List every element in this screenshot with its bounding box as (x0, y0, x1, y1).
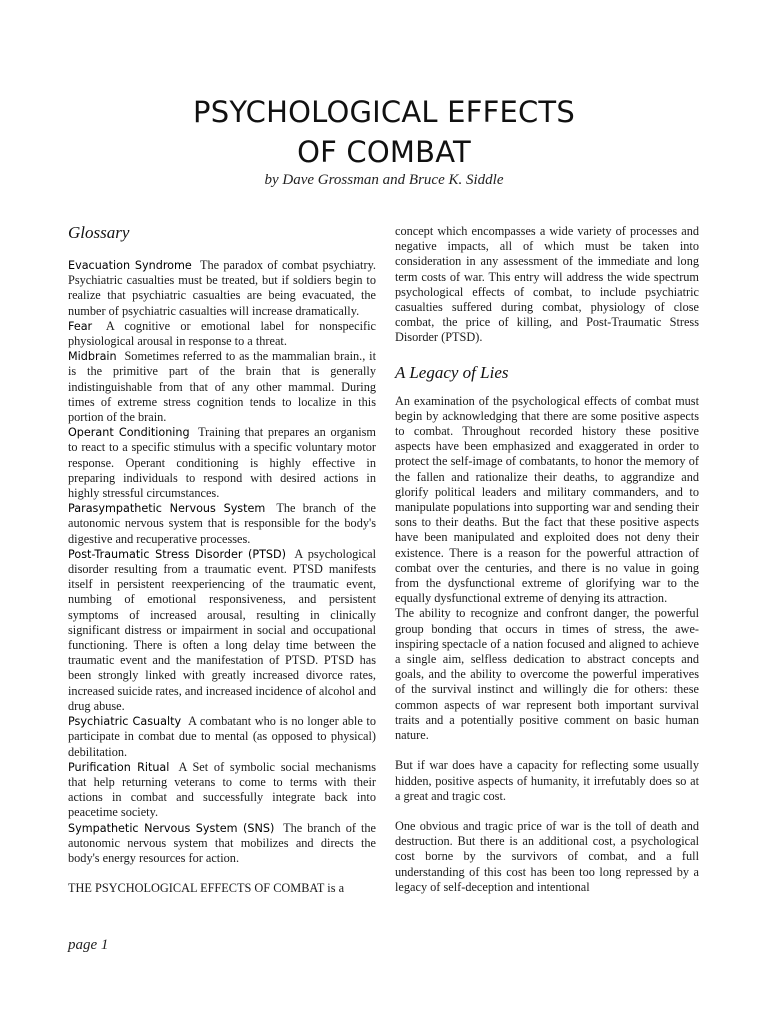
glossary-term: Fear (68, 319, 93, 333)
glossary-definition: Training that prepares an organism to react to a specific stimulus with a specific voluntary motor response. Operant conditioning is highly effective in preparing individuals to respond with desired actions in highly stressful circumstances. (68, 425, 376, 501)
glossary-entry-fear (68, 319, 376, 349)
glossary-term: Post-Traumatic Stress Disorder (PTSD) (68, 547, 287, 561)
glossary-definition: Sometimes referred to as the mammalian brain., it is the primitive part of the brain that is generally indistinguishable from that of any other mammal. During times of extreme stress cognition tends to localize in this portion of the brain. (68, 349, 377, 425)
glossary-entry-ptsd (68, 547, 376, 714)
glossary-definition: The branch of the autonomic nervous system that is responsible for the body's digestive and recuperative processes. (68, 501, 376, 546)
glossary-term: Purification Ritual (68, 760, 170, 774)
glossary-entry-evacuation-syndrome (68, 258, 376, 319)
glossary-definition: A Set of symbolic social mechanisms that help returning veterans to come to terms with their actions in combat and successfully integrate back into peacetime society. (68, 759, 377, 820)
body-paragraph: One obvious and tragic price of war is the toll of death and destruction. But there is an additional cost, a psychological cost borne by the survivors of combat, and a full understanding of this cost has been too long repressed by a legacy of self-deception and intentional (395, 818, 699, 894)
byline: by Dave Grossman and Bruce K. Siddle (264, 172, 504, 188)
glossary-definition: A combatant who is no longer able to participate in combat due to mental (as opposed to physical) debilitation. (68, 714, 376, 759)
glossary-entry-operant-conditioning (68, 425, 376, 501)
glossary-term: Sympathetic Nervous System (SNS) (68, 821, 275, 835)
glossary-term: Psychiatric Casualty (68, 715, 182, 729)
glossary-entry-purification-ritual (68, 760, 376, 821)
glossary-entry-sns (68, 821, 376, 867)
glossary-definition: The branch of the autonomic nervous system that mobilizes and directs the body's energy resources for action. (68, 820, 376, 865)
glossary-heading: Glossary (68, 223, 130, 242)
right-column (395, 224, 699, 895)
body-paragraph: An examination of the psychological effects of combat must begin by acknowledging that there are some positive aspects to combat. Throughout recorded history these positive aspects have been emphasized and exaggerated in order to protect the self-image of combatants, to honor the memory of the fallen and rationalize their deaths, to aggrandize and glorify political leaders and military commanders, and to manipulate populations into supporting war and sending their sons to their deaths. But the fact that these positive aspects have been manipulated and exploited does not deny their existence. There is a reason for the powerful attraction of combat over the centuries, and there is no value in going from the dysfunctional extreme of glorifying war to the equally dysfunctional extreme of denying its attraction. (395, 393, 699, 606)
section-heading: A Legacy of Lies (395, 362, 509, 382)
glossary-entry-midbrain (68, 349, 376, 425)
glossary-term: Midbrain (68, 350, 117, 364)
glossary-definition: A cognitive or emotional label for nonspecific physiological arousal in response to a threat. (68, 318, 376, 349)
glossary-term: Parasympathetic Nervous System (68, 502, 266, 516)
body-paragraph: The ability to recognize and confront danger, the powerful group bonding that occurs in times of stress, the awe-inspiring spectacle of a nation focused and aligned to achieve a single aim, selfless dedication to abstract concepts and goals, and the ability to overcome the powerful imperatives of the survival instinct and willingly die for others: these common aspects of war represent both important survival traits and a potentially positive comment on basic human nature. (395, 606, 699, 743)
body-paragraph: But if war does have a capacity for reflecting some usually hidden, positive aspects of humanity, it irrefutably does so at a great and tragic cost. (395, 758, 699, 803)
intro-paragraph: concept which encompasses a wide variety of processes and negative impacts, all of which must be taken into consideration in any assessment of the immediate and long term costs of war. This entry will address the wide spectrum psychological effects of combat, to include psychiatric casualties suffered during combat, physiology of close combat, the price of killing, and Post-Traumatic Stress Disorder (PTSD). (395, 224, 699, 345)
title-line-1: PSYCHOLOGICAL EFFECTS (193, 95, 575, 129)
glossary-entry-parasympathetic (68, 501, 376, 547)
left-column (68, 222, 376, 896)
title-line-2: OF COMBAT (297, 135, 471, 169)
glossary-entry-psychiatric-casualty (68, 714, 376, 760)
glossary-definition: The paradox of combat psychiatry. Psychiatric casualties must be treated, but if soldiers begin to realize that psychiatric casualties are being evacuated, the number of psychiatric casualties will increase dramatically. (68, 258, 376, 318)
glossary-term: Operant Conditioning (68, 426, 190, 440)
body-paragraph-start: THE PSYCHOLOGICAL EFFECTS OF COMBAT is a (68, 881, 345, 896)
page-title (0, 92, 768, 172)
glossary-definition: A psychological disorder resulting from a traumatic event. PTSD manifests itself in persistent reexperiencing of the traumatic event, numbing of emotional responsiveness, and persistent symptoms of increased arousal, resulting in clinically significant distress or impairment in social and occupational functioning. There is often a long delay time between the traumatic event and the manifestation of PTSD. PTSD has been strongly linked with greatly increased divorce rates, increased suicide rates, and increased incidence of alcohol and drug abuse. (68, 546, 376, 713)
glossary-term: Evacuation Syndrome (68, 259, 192, 272)
page-number: page 1 (68, 937, 109, 953)
